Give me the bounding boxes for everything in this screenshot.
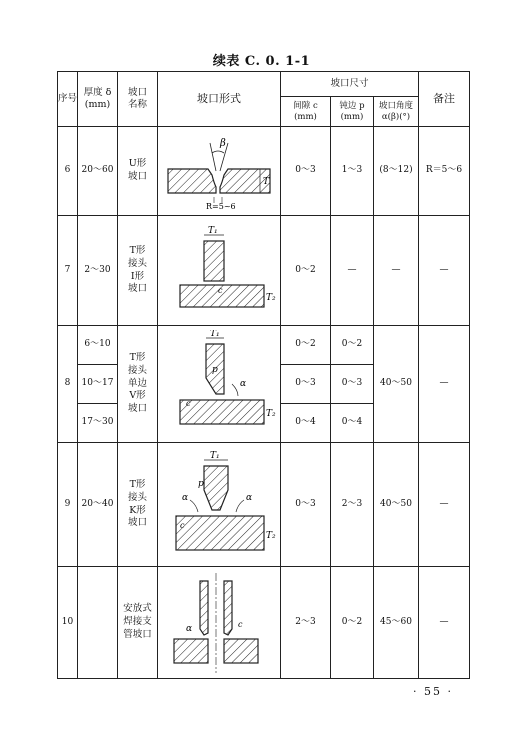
row-name: T形 接头 单边 V形 坡口 [118, 326, 158, 443]
t-joint-i-groove-figure [158, 216, 281, 326]
row-no: 6 [58, 127, 78, 216]
p-label: p [198, 478, 204, 489]
header-groove-form: 坡口形式 [158, 72, 281, 127]
u-groove-figure [158, 127, 281, 216]
row-gap: 0～3 [281, 127, 331, 216]
row-thickness [78, 567, 118, 679]
header-thickness: 厚度 δ (mm) [78, 72, 118, 127]
t-label: T [263, 177, 270, 187]
t2-label: T₂ [266, 292, 276, 303]
row-blunt: — [331, 216, 374, 326]
row-gap: 2～3 [281, 567, 331, 679]
row-name: T形 接头 I形 坡口 [118, 216, 158, 326]
row-blunt: 0～3 [331, 365, 374, 404]
alpha-right-label: α [246, 492, 253, 503]
row-angle: 40～50 [374, 443, 419, 567]
table-row [58, 443, 470, 567]
row-blunt: 0～4 [331, 404, 374, 443]
header-remark: 备注 [419, 72, 470, 127]
header-blunt: 钝边 p (mm) [331, 97, 374, 127]
table-row [58, 127, 470, 216]
groove-table [57, 71, 470, 679]
table-row [58, 326, 470, 365]
row-name: T形 接头 K形 坡口 [118, 443, 158, 567]
row-remark: — [419, 567, 470, 679]
c-label: c [180, 520, 185, 530]
t1-label: T₁ [208, 225, 218, 236]
row-name: U形 坡口 [118, 127, 158, 216]
t2-label: T₂ [266, 409, 276, 419]
header-gap: 间隙 c (mm) [281, 97, 331, 127]
p-label: p [212, 365, 218, 375]
header-angle: 坡口角度 α(β)(°) [374, 97, 419, 127]
row-gap: 0～4 [281, 404, 331, 443]
row-angle: (8～12) [374, 127, 419, 216]
table-row [58, 567, 470, 679]
page-number: · 55 · [413, 685, 453, 698]
table-title: 续表 C. 0. 1-1 [212, 54, 311, 69]
row-thickness: 2～30 [78, 216, 118, 326]
header-no: 序号 [58, 72, 78, 127]
row-thickness: 6～10 [78, 326, 118, 365]
row-no: 9 [58, 443, 78, 567]
row-angle: — [374, 216, 419, 326]
t1-label: T₁ [210, 450, 220, 461]
t-joint-single-v-figure [158, 326, 281, 443]
c-label: c [186, 399, 191, 408]
row-no: 10 [58, 567, 78, 679]
row-remark: — [419, 216, 470, 326]
t-joint-k-groove-figure [158, 443, 281, 567]
row-remark: — [419, 326, 470, 443]
row-gap: 0～2 [281, 216, 331, 326]
row-gap: 0～3 [281, 365, 331, 404]
row-name: 安放式 焊接支 管坡口 [118, 567, 158, 679]
row-blunt: 1～3 [331, 127, 374, 216]
row-thickness: 10～17 [78, 365, 118, 404]
row-gap: 0～2 [281, 326, 331, 365]
row-blunt: 0～2 [331, 567, 374, 679]
row-angle: 45～60 [374, 567, 419, 679]
row-blunt: 0～2 [331, 326, 374, 365]
row-thickness: 20～60 [78, 127, 118, 216]
alpha-label: α [186, 623, 193, 634]
row-remark: — [419, 443, 470, 567]
alpha-label: α [240, 379, 247, 389]
t2-label: T₂ [266, 530, 276, 541]
header-groove-name: 坡口 名称 [118, 72, 158, 127]
row-no: 7 [58, 216, 78, 326]
beta-label: β [220, 138, 226, 149]
table-row [58, 216, 470, 326]
row-gap: 0～3 [281, 443, 331, 567]
radius-label: R=5~6 [206, 202, 236, 211]
c-label: c [218, 285, 223, 295]
row-thickness: 17～30 [78, 404, 118, 443]
c-label: c [238, 619, 243, 629]
row-no: 8 [58, 326, 78, 443]
t1-label: T₁ [210, 330, 220, 339]
set-on-branch-figure [158, 567, 281, 679]
row-thickness: 20～40 [78, 443, 118, 567]
alpha-left-label: α [182, 492, 189, 503]
row-remark: R＝5～6 [419, 127, 470, 216]
header-groove-size: 坡口尺寸 [281, 72, 419, 97]
row-blunt: 2～3 [331, 443, 374, 567]
row-angle: 40～50 [374, 326, 419, 443]
